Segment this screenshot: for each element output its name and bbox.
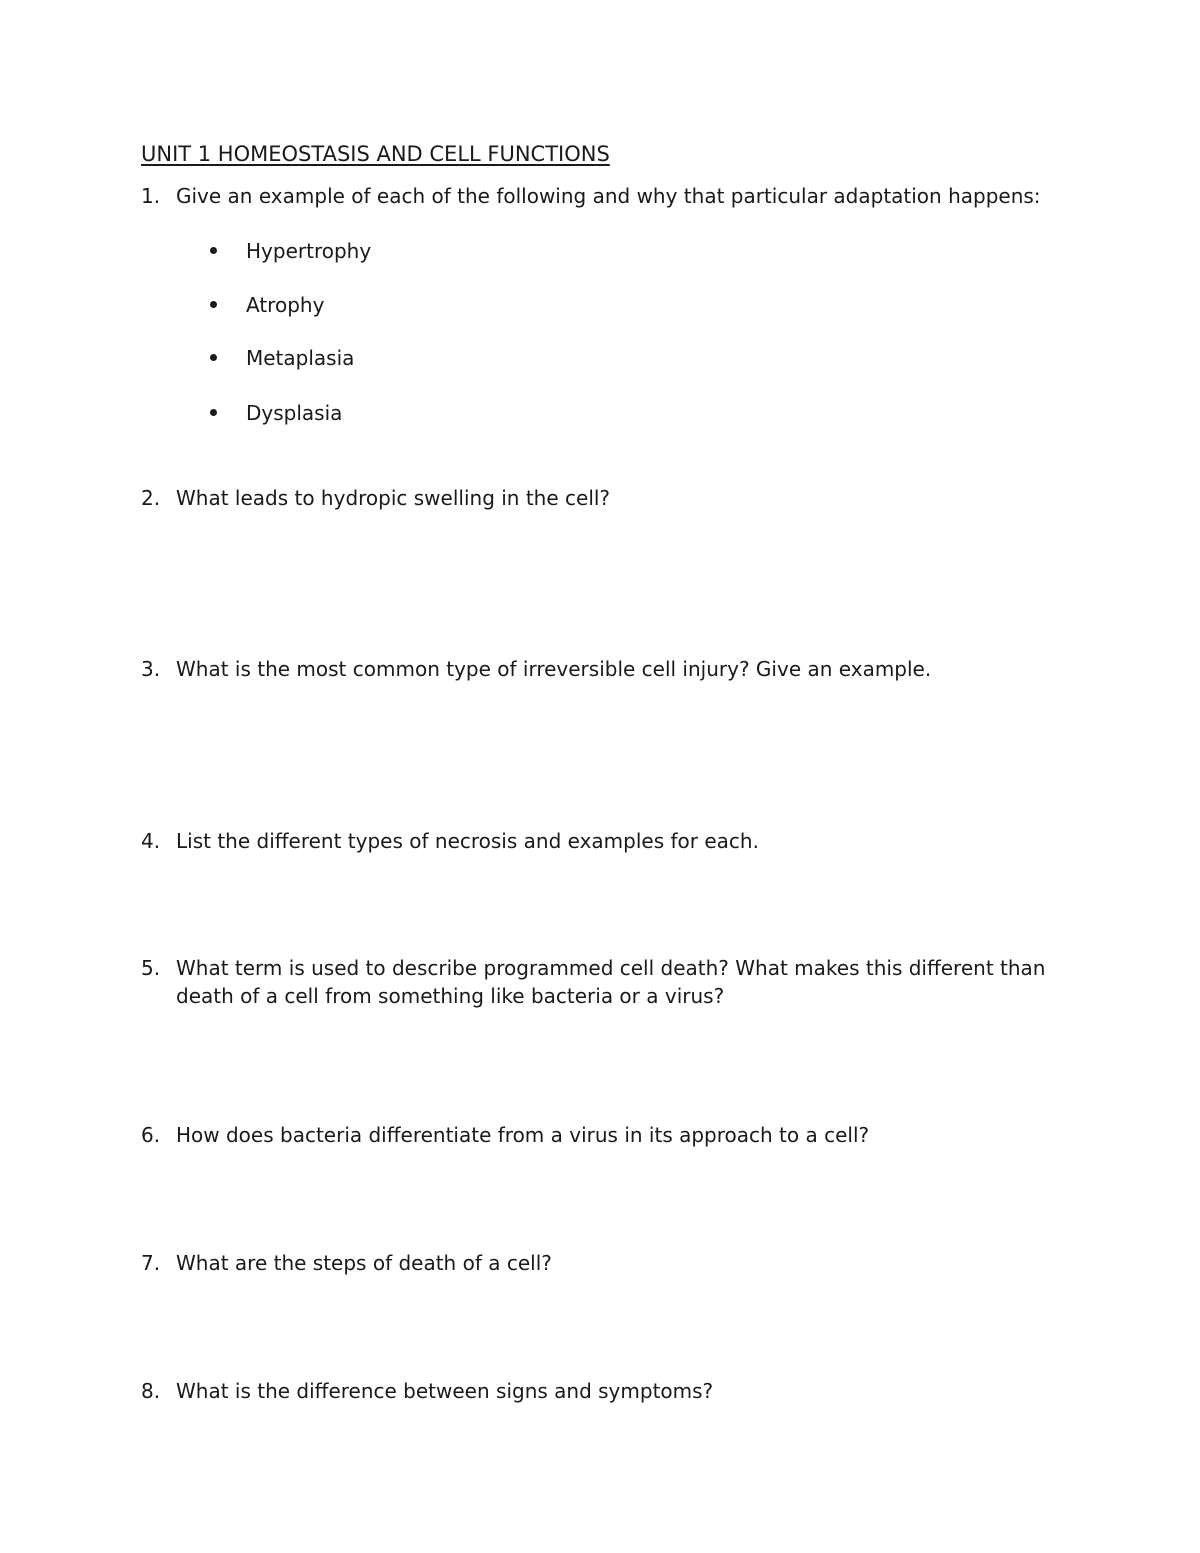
question-text: List the different types of necrosis and examples for each. [176,829,759,853]
question-4 [141,827,1081,855]
question-5 [141,954,1081,1010]
question-text: What is the most common type of irreversible cell injury? Give an example. [176,657,932,681]
question-number: 6. [141,1123,161,1147]
question-text: What is the difference between signs and symptoms? [176,1379,714,1403]
bullet-icon [210,354,217,361]
bullet-item [210,399,343,427]
question-number: 5. [141,956,161,980]
question-text: What leads to hydropic swelling in the cell? [176,486,611,510]
question-number: 2. [141,486,161,510]
bullet-item [210,344,355,372]
question-text: How does bacteria differentiate from a virus in its approach to a cell? [176,1123,870,1147]
bullet-item [210,237,372,265]
question-number: 4. [141,829,161,853]
question-text: What are the steps of death of a cell? [176,1251,552,1275]
bullet-label: Hypertrophy [246,239,372,263]
question-3 [141,655,1081,683]
bullet-label: Dysplasia [246,401,343,425]
question-6 [141,1121,1081,1149]
question-text: Give an example of each of the following and why that particular adaptation happens: [176,184,1041,208]
bullet-item [210,291,325,319]
question-number: 7. [141,1251,161,1275]
bullet-icon [210,301,217,308]
bullet-label: Atrophy [246,293,325,317]
bullet-label: Metaplasia [246,346,355,370]
bullet-icon [210,247,217,254]
question-2 [141,484,1081,512]
question-number: 3. [141,657,161,681]
question-number: 1. [141,184,161,208]
question-7 [141,1249,1081,1277]
question-1 [141,182,1081,210]
question-8 [141,1377,1081,1405]
question-number: 8. [141,1379,161,1403]
document-title: UNIT 1 HOMEOSTASIS AND CELL FUNCTIONS [141,142,610,166]
bullet-icon [210,409,217,416]
question-text: What term is used to describe programmed cell death? What makes this different than death of a cell from something like bacteria or a virus? [176,956,1046,1008]
